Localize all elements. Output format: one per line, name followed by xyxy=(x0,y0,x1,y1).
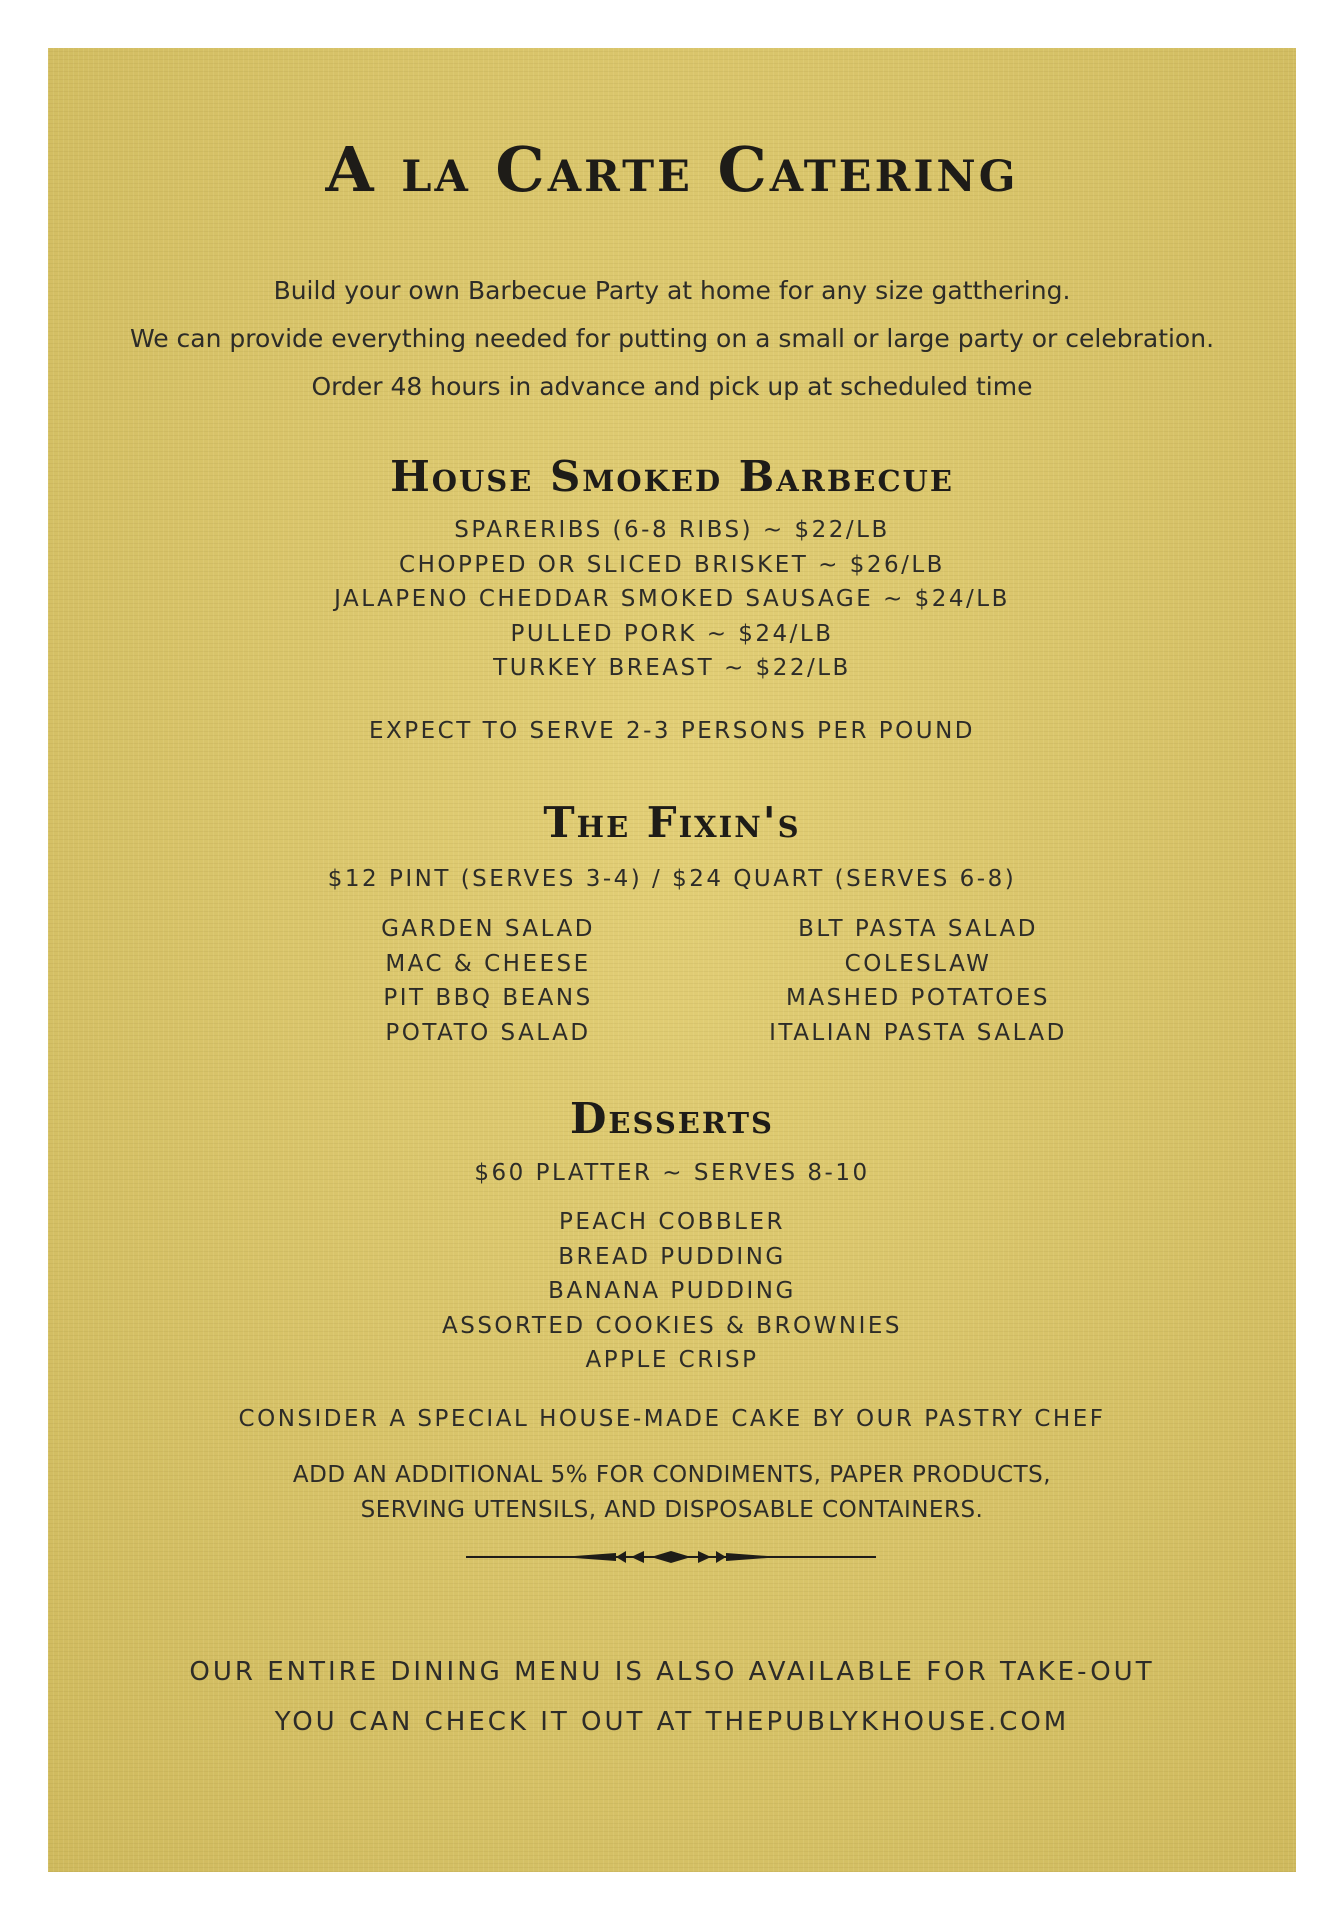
bbq-items xyxy=(48,513,1296,686)
list-item: JALAPENO CHEDDAR SMOKED SAUSAGE ~ $24/LB xyxy=(334,586,1010,612)
fixins-heading: The Fixin's xyxy=(543,798,801,847)
menu-page xyxy=(48,48,1296,1872)
list-item: MASHED POTATOES xyxy=(786,985,1050,1011)
list-item: CHOPPED OR SLICED BRISKET ~ $26/LB xyxy=(399,551,945,578)
additional-fee-line-1: ADD AN ADDITIONAL 5% FOR CONDIMENTS, PAPER PRODUCTS, xyxy=(292,1462,1052,1488)
intro-line-3: Order 48 hours in advance and pick up at scheduled time xyxy=(311,372,1033,401)
page-title: A la Carte Catering xyxy=(325,133,1019,206)
list-item: PEACH COBBLER xyxy=(559,1209,785,1235)
list-item: BLT PASTA SALAD xyxy=(798,916,1038,942)
list-item: MAC & CHEESE xyxy=(385,950,591,977)
list-item: ASSORTED COOKIES & BROWNIES xyxy=(442,1312,902,1339)
list-item: SPARERIBS (6-8 RIBS) ~ $22/LB xyxy=(454,517,890,543)
list-item: BANANA PUDDING xyxy=(548,1278,796,1304)
list-item: PIT BBQ BEANS xyxy=(383,985,593,1011)
dessert-items xyxy=(48,1205,1296,1378)
list-item: ITALIAN PASTA SALAD xyxy=(769,1019,1067,1046)
bbq-heading: House Smoked Barbecue xyxy=(390,452,954,501)
list-item: BREAD PUDDING xyxy=(558,1243,786,1270)
list-item: TURKEY BREAST ~ $22/LB xyxy=(493,655,851,681)
desserts-heading: Desserts xyxy=(570,1094,774,1143)
ornament-divider-icon xyxy=(466,1545,876,1569)
intro-line-2: We can provide everything needed for putting on a small or large party or celebration. xyxy=(129,324,1215,353)
bbq-serving-note: EXPECT TO SERVE 2-3 PERSONS PER POUND xyxy=(368,718,975,744)
list-item: APPLE CRISP xyxy=(585,1347,759,1373)
cake-note: CONSIDER A SPECIAL HOUSE-MADE CAKE BY OUR PASTRY CHEF xyxy=(238,1406,1106,1432)
desserts-pricing: $60 PLATTER ~ SERVES 8-10 xyxy=(474,1160,870,1186)
list-item: GARDEN SALAD xyxy=(381,916,595,942)
fixins-left-column xyxy=(338,912,638,1050)
fixins-pricing: $12 PINT (SERVES 3-4) / $24 QUART (SERVES 6-8) xyxy=(327,866,1017,892)
footer-line-1: OUR ENTIRE DINING MENU IS ALSO AVAILABLE FOR TAKE-OUT xyxy=(189,1657,1155,1687)
list-item: POTATO SALAD xyxy=(385,1019,591,1046)
list-item: COLESLAW xyxy=(844,950,992,977)
footer-line-2: YOU CAN CHECK IT OUT AT THEPUBLYKHOUSE.COM xyxy=(274,1707,1070,1737)
list-item: PULLED PORK ~ $24/LB xyxy=(510,620,834,647)
additional-fee-line-2: SERVING UTENSILS, AND DISPOSABLE CONTAINERS. xyxy=(360,1497,984,1523)
fixins-right-column xyxy=(718,912,1118,1050)
intro-line-1: Build your own Barbecue Party at home for any size gatthering. xyxy=(273,276,1071,305)
